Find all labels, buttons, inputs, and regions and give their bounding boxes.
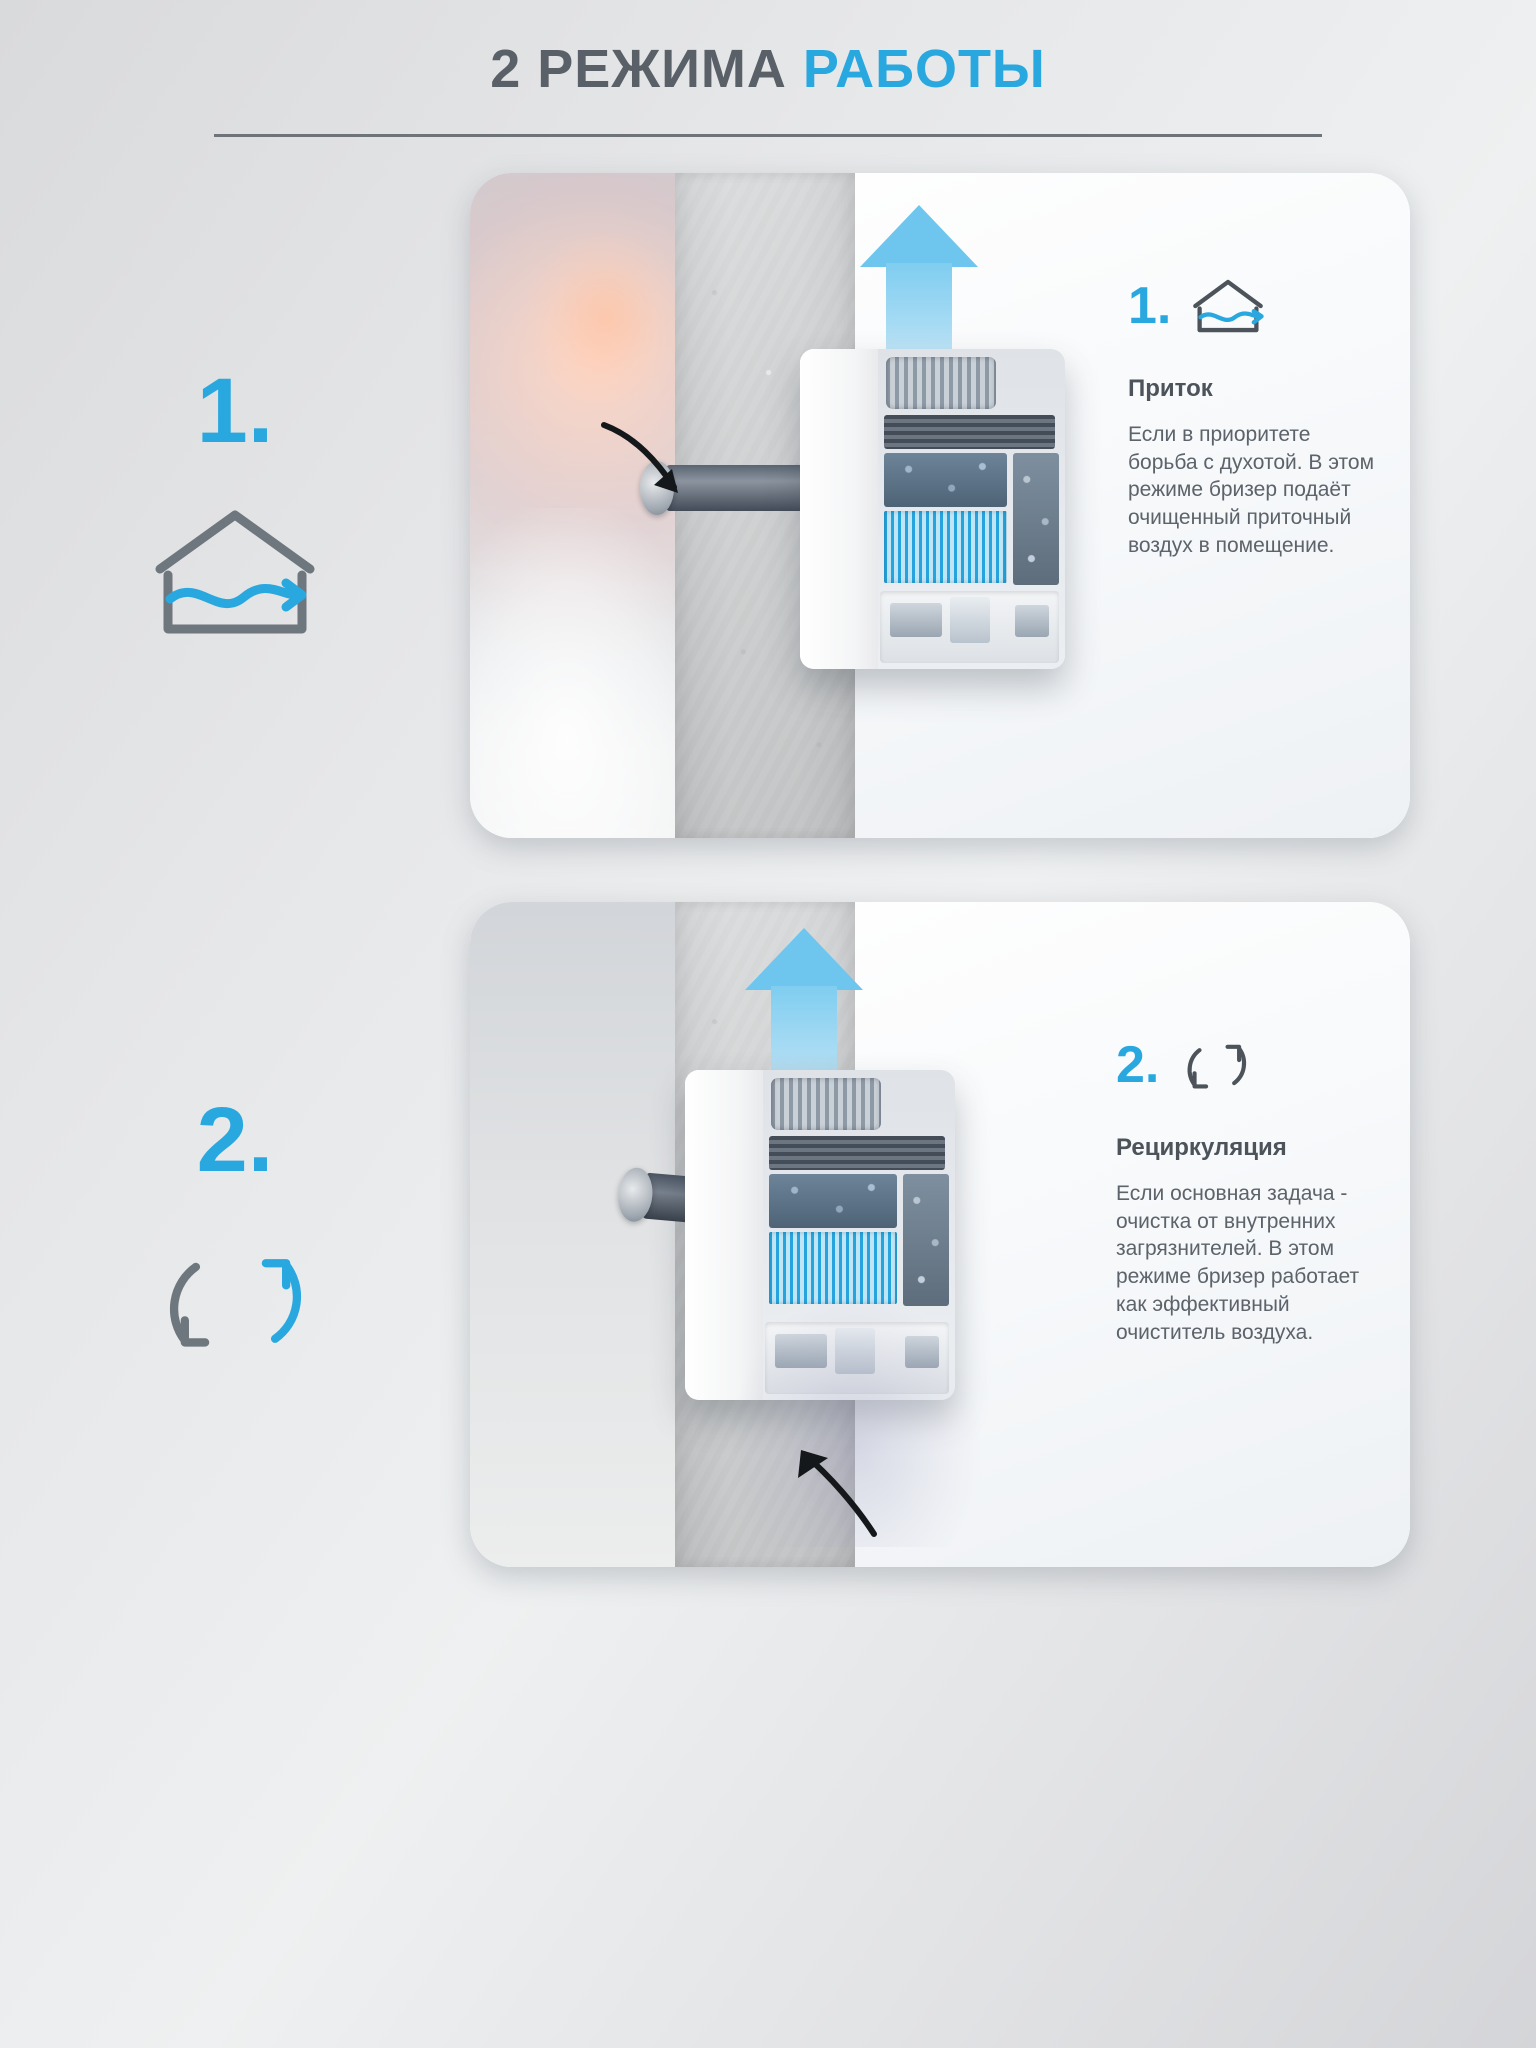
breezer-unit	[800, 349, 1065, 669]
carbon-filter	[769, 1174, 897, 1228]
house-airflow-icon	[1185, 273, 1271, 339]
page-title	[0, 38, 1536, 100]
unit-grille	[769, 1136, 945, 1170]
mode-1-marker-number: 1.	[196, 359, 274, 462]
page-title-part1: 2 РЕЖИМА	[490, 39, 803, 99]
title-divider	[214, 134, 1322, 137]
mode-2-marker	[0, 1088, 470, 1376]
unit-shell	[800, 349, 879, 669]
hepa-filter	[769, 1232, 897, 1304]
filter-side-column	[1013, 453, 1059, 585]
mode-1-panel-number: 1.	[1128, 277, 1172, 335]
carbon-filter	[884, 453, 1007, 507]
mode-1-panel-head	[1128, 273, 1378, 339]
mode-1-heading: Приток	[1128, 375, 1213, 402]
sun-glow	[530, 233, 680, 403]
base-block-1	[890, 603, 942, 637]
unit-fan	[771, 1078, 881, 1130]
house-airflow-icon	[140, 497, 330, 647]
mode-2-panel-number: 2.	[1116, 1036, 1160, 1094]
outdoor-background	[470, 902, 675, 1567]
mode-1-panel	[1128, 273, 1378, 560]
hepa-filter	[884, 511, 1007, 583]
base-block-2	[950, 597, 990, 643]
unit-fan	[886, 357, 996, 409]
unit-base	[880, 591, 1059, 663]
arrow-head	[745, 928, 863, 990]
base-block-3	[1015, 605, 1049, 637]
mode-2-description: Если основная задача - очистка от внутренних загрязнителей. В этом режиме бризер работает как эффективный очиститель воздуха.	[1116, 1182, 1360, 1344]
mode-block-2	[0, 902, 1536, 1567]
recirculation-arrows-icon	[140, 1226, 330, 1376]
pointer-arrow-icon	[596, 415, 716, 530]
mode-2-heading: Рециркуляция	[1116, 1134, 1287, 1161]
mode-1-marker	[0, 359, 470, 647]
page-header	[0, 0, 1536, 137]
mode-2-card	[470, 902, 1410, 1567]
mode-1-description: Если в приоритете борьба с духотой. В этом режиме бризер подаёт очищенный приточный воздух в помещение.	[1128, 423, 1375, 557]
unit-grille	[884, 415, 1055, 449]
mode-block-1	[0, 173, 1536, 838]
arrow-head	[860, 205, 978, 267]
recirculation-arrows-icon	[1173, 1032, 1259, 1098]
modes-list	[0, 173, 1536, 1567]
filter-side-column	[903, 1174, 949, 1306]
page-title-part2: РАБОТЫ	[802, 39, 1046, 99]
fog-layer	[470, 508, 710, 838]
mode-2-panel-head	[1116, 1032, 1384, 1098]
pointer-arrow-icon	[776, 1402, 896, 1547]
mode-2-panel	[1116, 1032, 1384, 1346]
mode-1-card	[470, 173, 1410, 838]
mode-2-marker-number: 2.	[196, 1088, 274, 1191]
